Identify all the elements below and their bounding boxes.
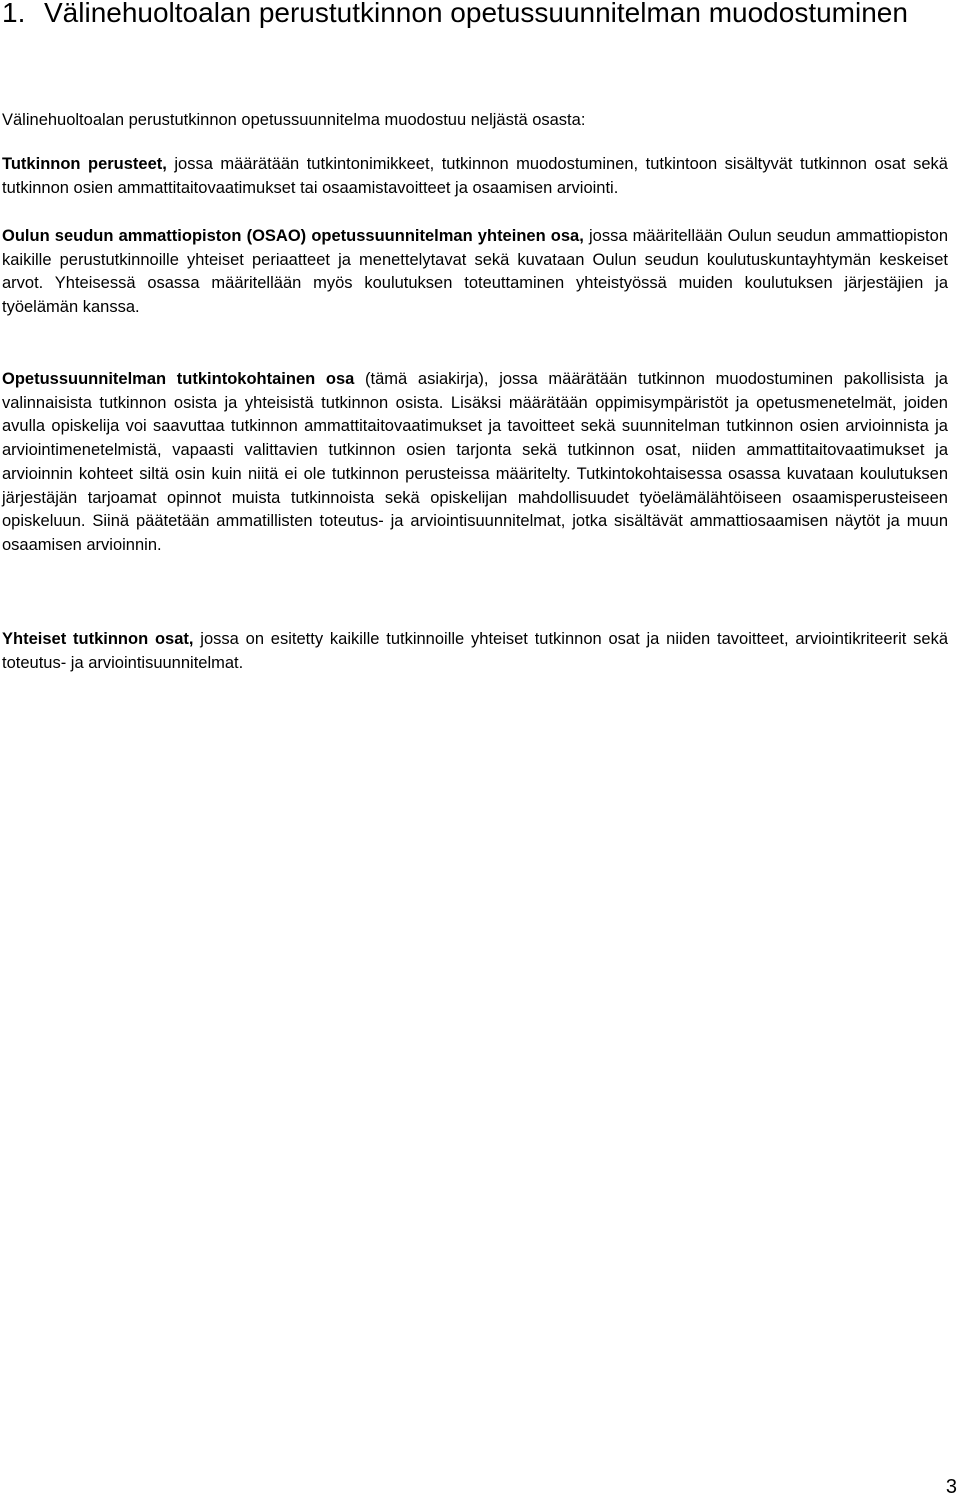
paragraph-bold-lead: Opetussuunnitelman tutkintokohtainen osa (2, 370, 355, 388)
paragraph-bold-lead: Oulun seudun ammattiopiston (OSAO) opetussuunnitelman yhteinen osa, (2, 227, 584, 245)
paragraph-body: (tämä asiakirja), jossa määrätään tutkinnon muodostuminen pakollisista ja valinnaisista tutkinnon osista ja yhteisistä tutkinnon osista. Lisäksi määrätään oppimisympäristöt ja opetusmenetelmät, joiden avulla opiskelija voi saavuttaa tutkinnon ammattitaitovaatimukset ja tavoitteet sekä suunnitelman tutkinnon osien arvioinnista ja arviointimenetelmistä, vapaasti valittavien tutkinnon osien tarjonta sekä tutkinnon osat, niiden ammattitaitovaatimukset ja arvioinnin kohteet siltä osin kuin niitä ei ole tutkinnon perusteissa määritelty. Tutkintokohtaisessa osassa kuvataan koulutuksen järjestäjän tarjoamat opinnot muista tutkinnoista sekä opiskelijan mahdollisuudet työelämälähtöiseen osaamisperusteiseen opiskeluun. Siinä päätetään ammatillisten toteutus- ja arviointisuunnitelmat, jotka sisältävät ammattiosaamisen näytöt ja muun osaamisen arvioinnin. (2, 370, 948, 554)
paragraph-body: jossa määrätään tutkintonimikkeet, tutkinnon muodostuminen, tutkintoon sisältyvät tutkinnon osat sekä tutkinnon osien ammattitaitovaatimukset tai osaamistavoitteet ja osaamisen arviointi. (2, 155, 948, 197)
paragraph-yhteinen-osa (2, 225, 948, 320)
paragraph-body: jossa on esitetty kaikille tutkinnoille yhteiset tutkinnon osat ja niiden tavoitteet, arviointikriteerit sekä toteutus- ja arviointisuunnitelmat. (2, 630, 948, 672)
section-number: 1. (2, 0, 26, 28)
page-number: 3 (945, 1476, 957, 1498)
section-heading (0, 0, 950, 32)
section-title: Välinehuoltoalan perustutkinnon opetussuunnitelman muodostuminen (44, 0, 908, 28)
paragraph-bold-lead: Yhteiset tutkinnon osat, (2, 630, 194, 648)
paragraph-body: jossa määritellään Oulun seudun ammattiopiston kaikille perustutkinnoille yhteiset periaatteet ja menettelytavat sekä kuvataan Oulun seudun koulutuskuntayhtymän keskeiset arvot. Yhteisessä osassa määritellään myös koulutuksen toteuttaminen yhteistyössä muiden koulutuksen järjestäjien ja työelämän kanssa. (2, 227, 948, 317)
intro-text: Välinehuoltoalan perustutkinnon opetussuunnitelma muodostuu neljästä osasta: (2, 111, 586, 129)
paragraph-yhteiset-tutkinnon-osat (2, 628, 948, 675)
paragraph-bold-lead: Tutkinnon perusteet, (2, 155, 167, 173)
paragraph-tutkinnon-perusteet (2, 153, 948, 200)
paragraph-tutkintokohtainen-osa (2, 368, 948, 558)
